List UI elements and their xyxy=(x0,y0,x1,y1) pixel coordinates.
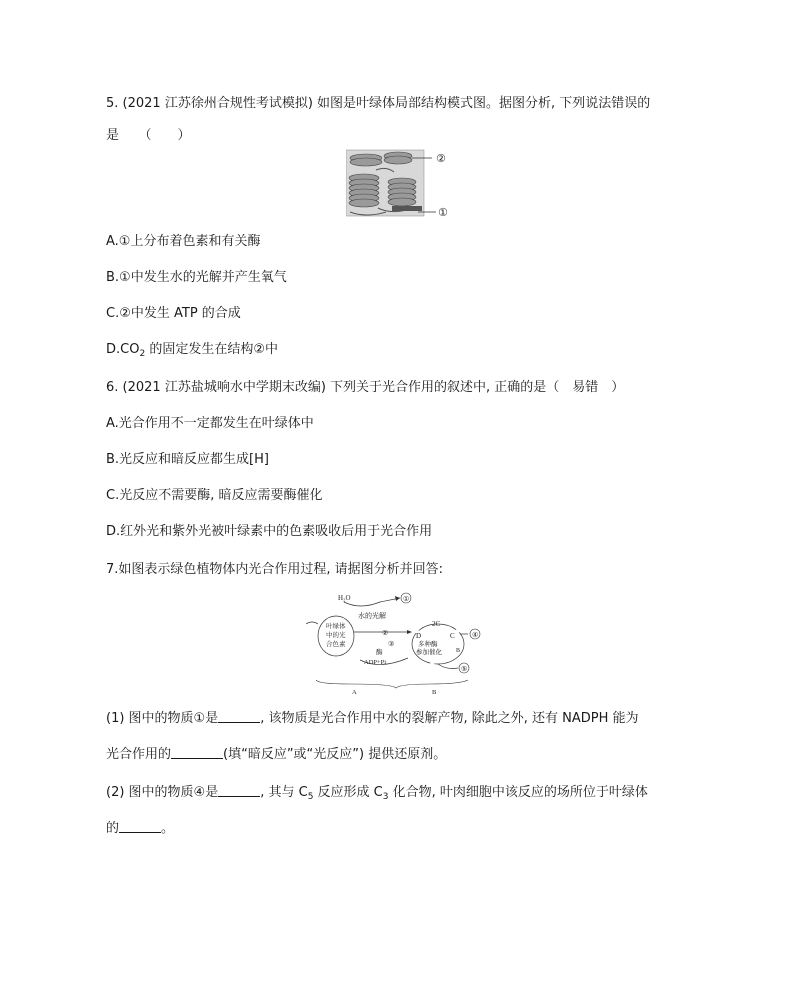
q7-part2-line2: 的 。 xyxy=(106,821,175,836)
chloroplast-structure-figure xyxy=(346,148,456,220)
q7-part1-line1: (1) 图中的物质①是 , 该物质是光合作用中水的裂解产物, 除此之外, 还有 NADPH 能为 xyxy=(106,711,639,726)
diagram-circle5: ⑤ xyxy=(461,665,468,673)
diagram-pigment-3: 合色素 xyxy=(326,641,346,648)
diagram-h2o: H₂O xyxy=(338,594,351,602)
q6-option-b: B.光反应和暗反应都生成[H] xyxy=(106,452,269,467)
diagram-circle4: ④ xyxy=(472,631,479,639)
diagram-pigment-2: 中的光 xyxy=(326,632,346,639)
answer-blank-3[interactable] xyxy=(218,784,260,797)
diagram-multi-enzyme-1: 多种酶 xyxy=(418,641,438,648)
q6-option-d: D.红外光和紫外光被叶绿素中的色素吸收后用于光合作用 xyxy=(106,524,433,539)
fig1-label-2: ② xyxy=(436,152,446,165)
diagram-c: C xyxy=(450,632,455,640)
diagram-b: B xyxy=(456,648,461,654)
diagram-circle2: ② xyxy=(382,629,389,637)
diagram-label-b: B xyxy=(432,689,437,696)
diagram-pigment-1: 叶绿体 xyxy=(326,623,346,630)
answer-blank-2[interactable] xyxy=(171,746,223,759)
q5-stem-line2: 是 （ ） xyxy=(106,128,191,143)
diagram-label-a: A xyxy=(352,689,357,696)
diagram-d: D xyxy=(416,632,422,640)
photosynthesis-process-diagram xyxy=(300,588,490,698)
answer-blank-1[interactable] xyxy=(218,710,260,723)
diagram-2c: 2C xyxy=(432,620,441,628)
q6-option-c: C.光反应不需要酶, 暗反应需要酶催化 xyxy=(106,488,323,503)
answer-blank-4[interactable] xyxy=(119,820,161,833)
diagram-water-photolysis: 水的光解 xyxy=(358,612,386,620)
q7-part2-line1: (2) 图中的物质④是 , 其与 $C_5$ 反应形成 $C_3$ 化合物, 叶肉细胞中该反应的场所位于叶绿体 xyxy=(106,785,648,802)
diagram-multi-enzyme-2: 参加催化 xyxy=(416,649,442,656)
q5-option-b: B.①中发生水的光解并产生氧气 xyxy=(106,270,287,285)
diagram-circle1: ① xyxy=(403,595,410,603)
diagram-circle3: ③ xyxy=(388,640,395,648)
q5-option-a: A.①上分布着色素和有关酶 xyxy=(106,234,261,249)
q5-option-c: C.②中发生 ATP 的合成 xyxy=(106,306,241,321)
fig1-label-1: ① xyxy=(438,206,448,219)
diagram-enzyme: 酶 xyxy=(376,649,383,656)
q6-stem: 6. (2021 江苏盐城响水中学期末改编) 下列关于光合作用的叙述中, 正确的是（ 易错 ） xyxy=(106,380,625,395)
q5-stem-line1: 5. (2021 江苏徐州合规性考试模拟) 如图是叶绿体局部结构模式图。据图分析, 下列说法错误的 xyxy=(106,96,651,111)
q6-option-a: A.光合作用不一定都发生在叶绿体中 xyxy=(106,416,314,431)
q5-option-d: $D.CO_2$ 的固定发生在结构②中 xyxy=(106,342,278,359)
q7-stem: 7.如图表示绿色植物体内光合作用过程, 请据图分析并回答: xyxy=(106,562,444,577)
q7-part1-line2: 光合作用的 (填“暗反应”或“光反应”) 提供还原剂。 xyxy=(106,747,447,762)
diagram-adp: ADP+Pi xyxy=(364,659,387,666)
